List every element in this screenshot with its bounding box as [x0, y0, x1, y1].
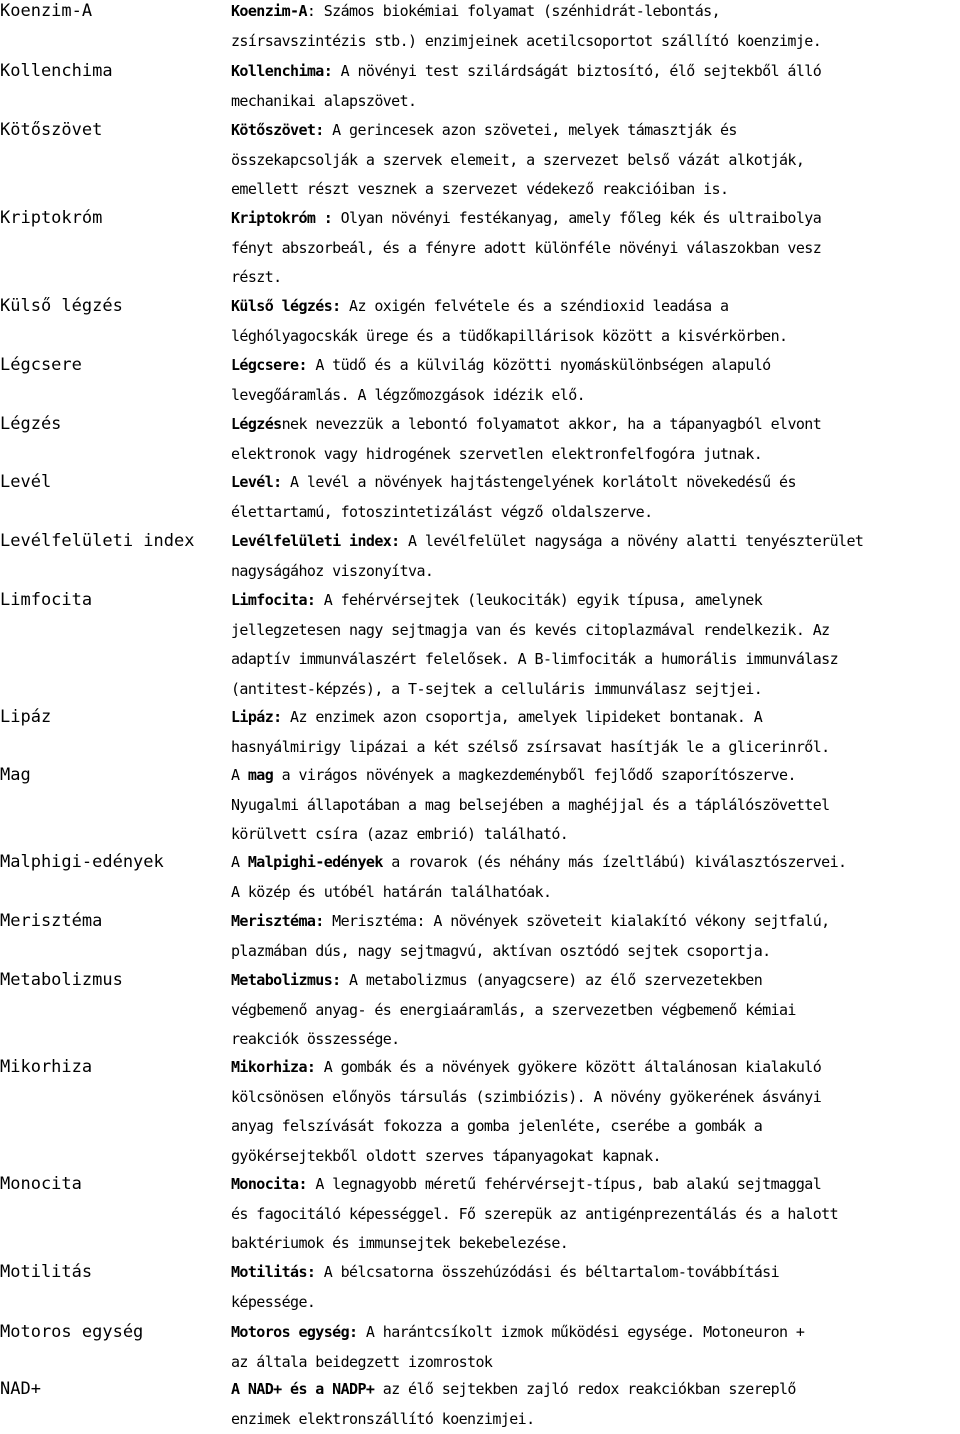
entry-headword: Motoros egység: [231, 1323, 358, 1341]
entry-term: Lipáz [0, 707, 52, 727]
entry-headword: Malpighi-edények [247, 853, 383, 871]
entry-headword: Merisztéma: [231, 912, 324, 930]
entry-definition: Monocita: A legnagyobb méretű fehérvérsejt-típus, bab alakú sejtmaggal és fagocitáló képességgel. Fő szerepük az antigénprezentálás és a halott baktériumok és immunsejtek bekebelezése. [231, 1175, 839, 1252]
entry-definition: Külső légzés: Az oxigén felvétele és a széndioxid leadása a léghólyagocskák ürege és a tüdőkapillárisok között a kisvérkörben. [231, 297, 788, 345]
entry-definition: Merisztéma: Merisztéma: A növények szöveteit kialakító vékony sejtfalú, plazmában dús, nagy sejtmagvú, aktívan osztódó sejtek csoportja. [231, 912, 830, 960]
entry-term: Légzés [0, 414, 62, 434]
entry-headword: Levél: [231, 473, 282, 491]
entry-headword: mag [247, 766, 274, 784]
entry-term: Mag [0, 765, 31, 785]
entry-term: Monocita [0, 1174, 82, 1194]
entry-definition: Lipáz: Az enzimek azon csoportja, amelyek lipideket bontanak. A hasnyálmirigy lipázai a két szélső zsírsavat hasítják le a glicerinről. [231, 708, 830, 756]
entry-term: Merisztéma [0, 911, 103, 931]
entry-headword: Limfocita: [231, 591, 316, 609]
entry-headword: Légzés [231, 415, 282, 433]
entry-term: Külső légzés [0, 296, 123, 316]
entry-definition: Kriptokróm : Olyan növényi festékanyag, amely főleg kék és ultraibolya fényt abszorbeál, és a fényre adott különféle növényi válaszokban vesz részt. [231, 209, 822, 286]
entry-definition: Légcsere: A tüdő és a külvilág közötti nyomáskülönbségen alapuló levegőáramlás. A légzőmozgások idézik elő. [231, 356, 771, 404]
entry-term: Kriptokróm [0, 208, 103, 228]
entry-definition: A NAD+ és a NADP+ az élő sejtekben zajló redox reakciókban szereplő enzimek elektronszállító koenzimjei. [231, 1380, 796, 1428]
entry-headword: Kriptokróm : [231, 209, 333, 227]
entry-term: Metabolizmus [0, 970, 123, 990]
entry-headword: Kollenchima: [231, 62, 333, 80]
entry-term: Koenzim-A [0, 1, 93, 21]
entry-headword: A NAD+ és a NADP+ [231, 1380, 375, 1398]
entry-definition: Motoros egység: A harántcsíkolt izmok működési egysége. Motoneuron + az általa beidegzett izomrostok [231, 1323, 805, 1371]
entry-definition: A mag a virágos növények a magkezdeményből fejlődő szaporítószerve. Nyugalmi állapotában a mag belsejében a maghéjjal és a táplálószövettel körülvett csíra (azaz embrió) található. [231, 766, 830, 843]
entry-definition: Metabolizmus: A metabolizmus (anyagcsere) az élő szervezetekben végbemenő anyag- és energiaáramlás, a szervezetben végbemenő kémiai reakciók összessége. [231, 971, 796, 1048]
entry-definition: Légzésnek nevezzük a lebontó folyamatot akkor, ha a tápanyagból elvont elektronok vagy hidrogének szervetlen elektronfelfogóra jutnak. [231, 415, 822, 463]
entry-definition: Kollenchima: A növényi test szilárdságát biztosító, élő sejtekből álló mechanikai alapszövet. [231, 62, 822, 110]
entry-headword: Monocita: [231, 1175, 307, 1193]
entry-headword: Mikorhiza: [231, 1058, 316, 1076]
entry-term: Kötőszövet [0, 120, 103, 140]
entry-definition: Levél: A levél a növények hajtástengelyének korlátolt növekedésű és élettartamú, fotoszintetizálást végző oldalszerve. [231, 473, 796, 521]
entry-headword: Légcsere: [231, 356, 307, 374]
entry-term: Mikorhiza [0, 1057, 93, 1077]
entry-term: Motoros egység [0, 1322, 144, 1342]
entry-term: NAD+ [0, 1379, 41, 1399]
entry-term: Kollenchima [0, 61, 113, 81]
entry-headword: Lipáz: [231, 708, 282, 726]
entry-headword: Motilitás: [231, 1263, 316, 1281]
entry-term: Levélfelületi index [0, 531, 195, 551]
entry-definition: A Malpighi-edények a rovarok (és néhány más ízeltlábú) kiválasztószervei. A közép és utóbél határán találhatóak. [231, 853, 847, 901]
entry-term: Malphigi-edények [0, 852, 164, 872]
entry-definition: Limfocita: A fehérvérsejtek (leukociták) egyik típusa, amelynek jellegzetesen nagy sejtmagja van és kevés citoplazmával rendelkezik. Az adaptív immunválaszért felelősek. A B-limfociták a humorális immunválasz (antitest-képzés), a T-sejtek a celluláris immunválasz sejtjei. [231, 591, 839, 698]
entry-headword: Külső légzés: [231, 297, 341, 315]
entry-headword: Levélfelületi index: [231, 532, 400, 550]
entry-headword: Kötőszövet: [231, 121, 324, 139]
entry-term: Motilitás [0, 1262, 93, 1282]
entry-headword: Metabolizmus: [231, 971, 341, 989]
entry-headword: Koenzim-A [231, 2, 307, 20]
entry-definition: Motilitás: A bélcsatorna összehúzódási és béltartalom-továbbítási képessége. [231, 1263, 780, 1311]
entry-definition: Kötőszövet: A gerincesek azon szövetei, melyek támasztják és összekapcsolják a szervek elemeit, a szervezet belső vázát alkotják, emellett részt vesznek a szervezet védekező reakcióiban is. [231, 121, 805, 198]
entry-definition: Koenzim-A: Számos biokémiai folyamat (szénhidrát-lebontás, zsírsavszintézis stb.) enzimjeinek acetilcsoportot szállító koenzimje. [231, 2, 822, 50]
entry-term: Levél [0, 472, 52, 492]
entry-term: Légcsere [0, 355, 82, 375]
entry-term: Limfocita [0, 590, 93, 610]
entry-definition: Mikorhiza: A gombák és a növények gyökere között általánosan kialakuló kölcsönösen előnyös társulás (szimbiózis). A növény gyökerének ásványi anyag felszívását fokozza a gomba jelenléte, cserébe a gombák a gyökérsejtekből oldott szerves tápanyagokat kapnak. [231, 1058, 822, 1165]
entry-definition: Levélfelületi index: A levélfelület nagysága a növény alatti tenyészterület nagyságához viszonyítva. [231, 532, 864, 580]
